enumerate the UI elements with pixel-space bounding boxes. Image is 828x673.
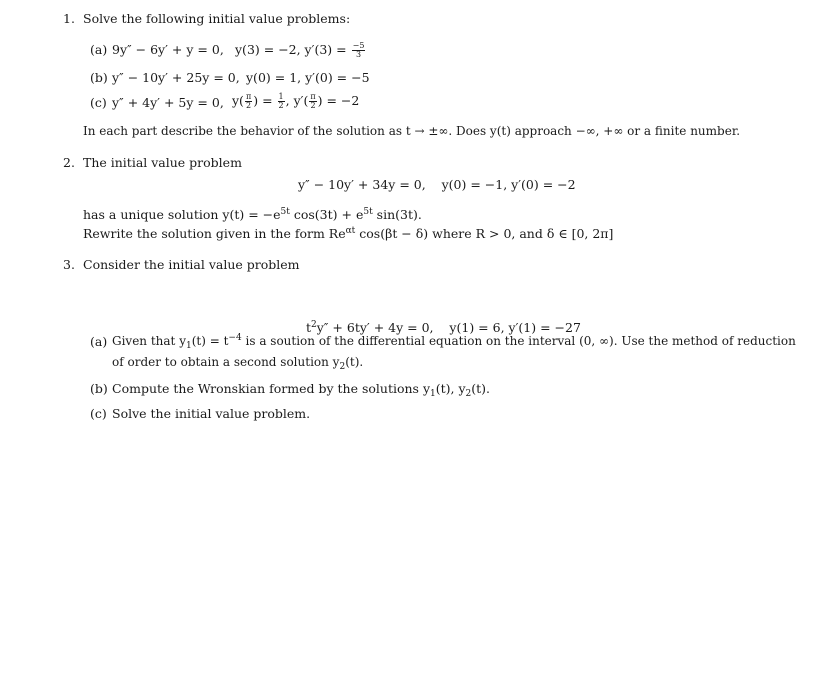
problem-1-followup: In each part describe the behavior of the solution as t → ±∞. Does y(t) approach −∞, +∞ or a finite number. bbox=[83, 124, 741, 138]
problem-1c-conditions: y( $\frac{\pi}{2}$ ) = $\frac{1}{2}$ , y′( $\frac{\pi}{2}$ ) = −2 bbox=[232, 92, 360, 110]
problem-1b-conditions: y(0) = 1, y′(0) = −5 bbox=[246, 70, 370, 85]
problem-2-equation: y″ − 10y′ + 34y = 0, y(0) = −1, y′(0) = −2 bbox=[298, 177, 576, 192]
problem-3c-label: (c) bbox=[90, 406, 107, 421]
problem-1c-label: (c) bbox=[90, 95, 107, 110]
problem-3a-text-line2: of order to obtain a second solution $y_2(t)$. bbox=[112, 355, 364, 372]
problem-2-rewrite: Rewrite the solution given in the form $Re^{\alpha t}$ cos(βt − δ) where R > 0, and δ ∈ [0, 2π] bbox=[83, 226, 614, 241]
problem-3-equation: $t^2y'' + 6ty' + 4y = 0$, y(1) = 6, y′(1) = −27 bbox=[305, 319, 581, 335]
problem-1a-conditions-text: y(3) = −2, y′(3) = bbox=[235, 42, 347, 57]
problem-3-number: 3. bbox=[63, 257, 75, 272]
problem-2-intro: The initial value problem bbox=[83, 155, 242, 170]
problem-1c-equation: y″ + 4y′ + 5y = 0, bbox=[112, 95, 224, 110]
problem-3b-label: (b) bbox=[90, 381, 108, 396]
problem-1a-conditions bbox=[235, 42, 366, 59]
problem-1b-label: (b) bbox=[90, 70, 108, 85]
problem-3-intro: Consider the initial value problem bbox=[83, 257, 300, 272]
problem-1a-equation: 9y″ − 6y′ + y = 0, bbox=[112, 42, 224, 57]
problem-2-number: 2. bbox=[63, 155, 75, 170]
problem-1-number: 1. bbox=[63, 11, 75, 26]
problem-1b-equation: y″ − 10y′ + 25y = 0, bbox=[112, 70, 240, 85]
problem-1a-fraction: $\frac{-5}{3}$ bbox=[352, 41, 365, 59]
problem-3b-text: Compute the Wronskian formed by the solutions $y_1(t)$, $y_2(t)$. bbox=[112, 381, 491, 399]
problem-3a-label: (a) bbox=[90, 334, 108, 349]
problem-3c-text: Solve the initial value problem. bbox=[112, 406, 311, 421]
problem-1a-label: (a) bbox=[90, 42, 108, 57]
problem-1-intro: Solve the following initial value problems: bbox=[83, 11, 351, 26]
problem-3a-text: Given that $y_1(t) = t^{-4}$ is a soution of the differential equation on the interval (0, ∞). Use the method of reduction bbox=[112, 333, 796, 351]
problem-2-solution: has a unique solution $y(t) = -e^{5t}$ $\cos(3t) + e^{5t}$ sin(3t). bbox=[83, 207, 422, 222]
